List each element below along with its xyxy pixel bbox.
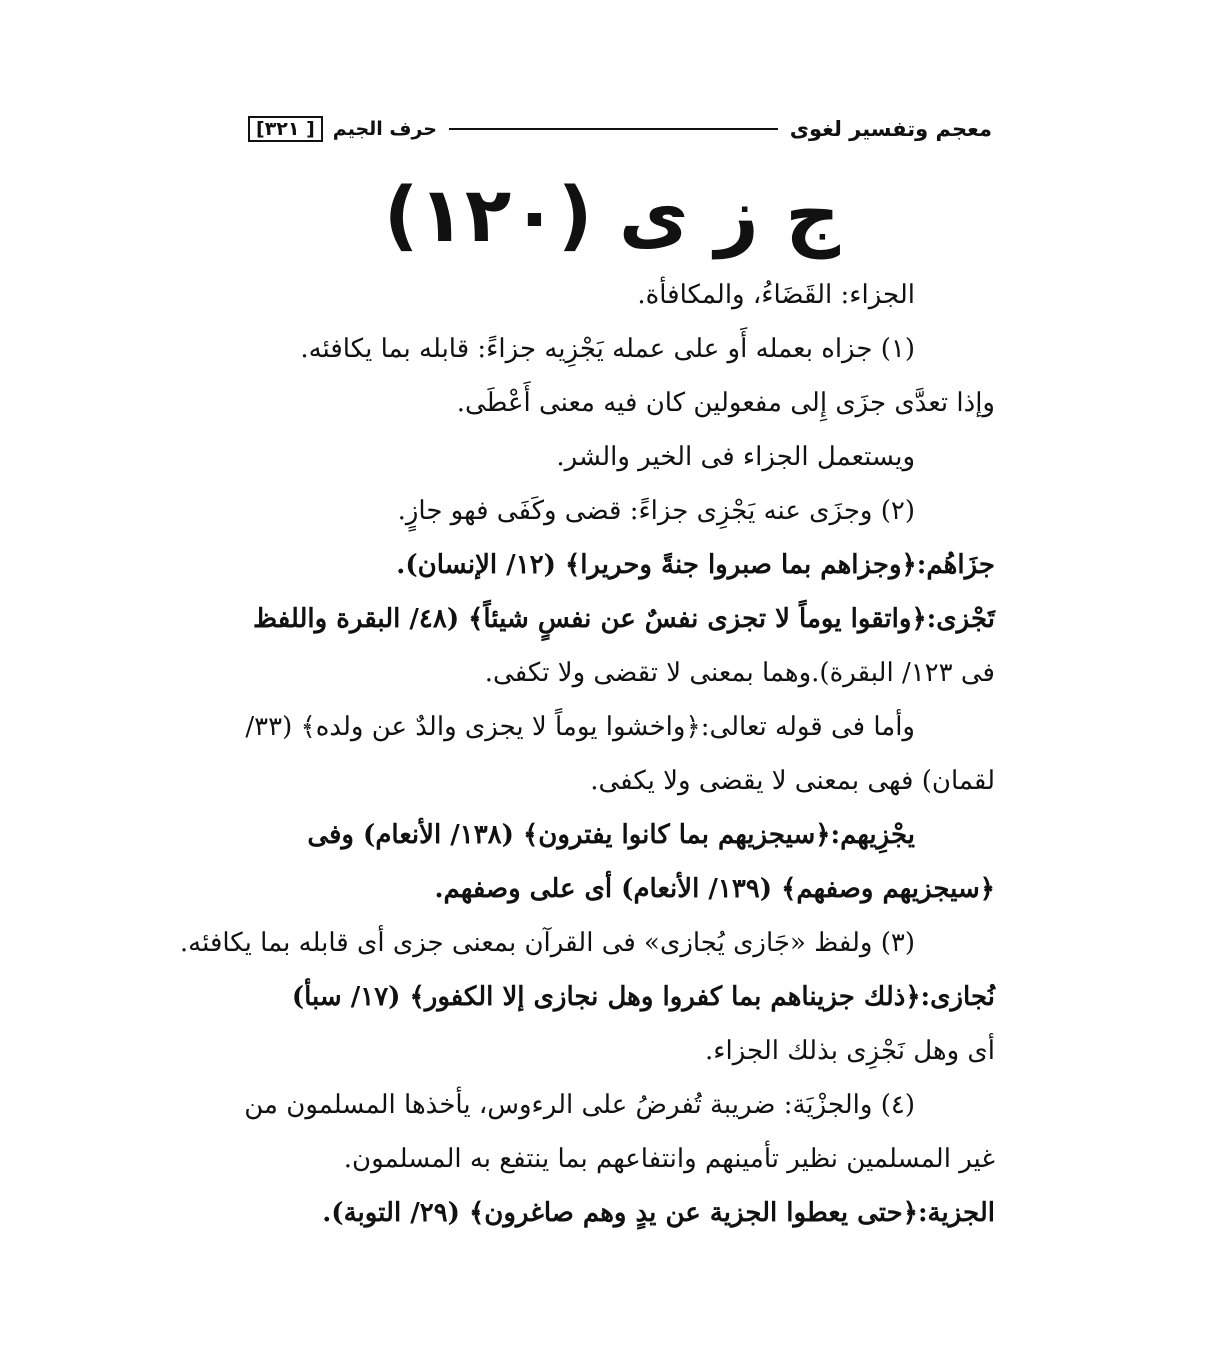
book-title: معجم وتفسير لغوى (789, 117, 992, 141)
header-right (248, 116, 437, 142)
text-line: أى وهل نَجْزِى بذلك الجزاء. (704, 1036, 995, 1066)
quran-citation-line: الجزية:﴿حتى يعطوا الجزية عن يدٍ وهم صاغرون﴾ (٢٩/ التوبة). (322, 1198, 995, 1228)
page-number: [ ٣٢١] (248, 116, 323, 142)
header-rule (449, 128, 778, 130)
quran-citation-line: جزَاهُم:﴿وجزاهم بما صبروا جنةً وحريرا﴾ (١٢/ الإنسان). (396, 550, 995, 580)
running-header (248, 112, 992, 146)
text-line: وأما فى قوله تعالى:﴿واخشوا يوماً لا يجزى والدٌ عن ولده﴾ (٣٣/ (245, 712, 915, 742)
root-title: ج ز ى (١٢٠) (383, 170, 840, 259)
quran-citation-line: ﴿سيجزيهم وصفهم﴾ (١٣٩/ الأنعام) أى على وصفهم. (434, 874, 995, 904)
text-line: غير المسلمين نظير تأمينهم وانتفاعهم بما ينتفع به المسلمون. (343, 1144, 995, 1174)
sense-2-line: (٢) وجزَى عنه يَجْزِى جزاءً: قضى وكَفَى فهو جازٍ. (397, 496, 915, 526)
entry-body (179, 268, 995, 1240)
text-line: ويستعمل الجزاء فى الخير والشر. (556, 442, 915, 472)
quran-citation-line: نُجازى:﴿ذلك جزيناهم بما كفروا وهل نجازى إلا الكفور﴾ (١٧/ سبأ) (291, 982, 995, 1012)
sense-4-line: (٤) والجزْيَة: ضريبة تُفرضُ على الرءوس، يأخذها المسلمون من (244, 1090, 915, 1120)
quran-citation-line: تَجْزى:﴿واتقوا يوماً لا تجزى نفسٌ عن نفسٍ شيئاً﴾ (٤٨/ البقرة واللفظ (253, 604, 995, 634)
quran-citation-line: يجْزِيهم:﴿سيجزيهم بما كانوا يفترون﴾ (١٣٨/ الأنعام) وفى (307, 820, 915, 850)
definition-line: الجزاء: القَضَاءُ، والمكافأة. (637, 280, 915, 310)
text-line: لقمان) فهى بمعنى لا يقضى ولا يكفى. (590, 766, 995, 796)
text-line: فى ١٢٣/ البقرة).وهما بمعنى لا تقضى ولا تكفى. (484, 658, 995, 688)
text-line: وإذا تعدَّى جزَى إِلى مفعولين كان فيه معنى أَعْطَى. (456, 388, 995, 418)
chapter-title: حرف الجيم (332, 118, 437, 140)
sense-3-line: (٣) ولفظ «جَازى يُجازى» فى القرآن بمعنى جزى أى قابله بما يكافئه. (179, 928, 915, 958)
sense-1-line: (١) جزاه بعمله أَو على عمله يَجْزِيه جزاءً: قابله بما يكافئه. (300, 334, 915, 364)
